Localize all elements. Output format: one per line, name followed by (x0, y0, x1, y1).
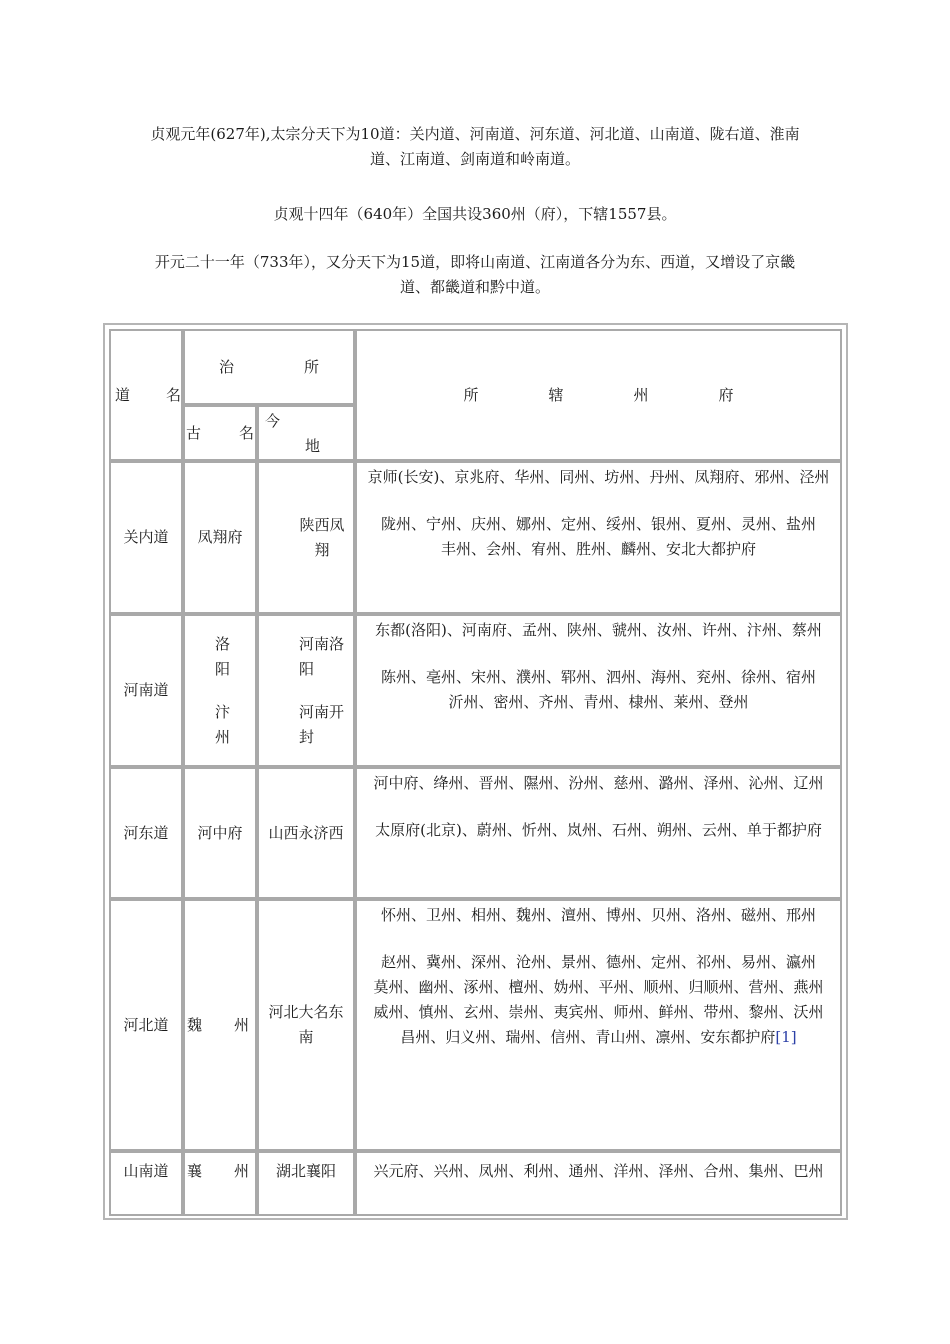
row-hebei-modern: 河北大名东南 (257, 899, 355, 1151)
row-hedong-road: 河东道 (109, 767, 183, 899)
row-hebei-ancient: 魏 州 (183, 899, 257, 1151)
intro-paragraph-3: 开元二十一年（733年），又分天下为15道，即将山南道、江南道各分为东、西道，又增设了京畿道、都畿道和黔中道。 (154, 253, 796, 296)
footnote-link[interactable]: [1] (775, 1028, 797, 1046)
row-shannan-road: 山南道 (109, 1151, 183, 1216)
row-shannan-modern: 湖北襄阳 (257, 1151, 355, 1216)
circuits-table (103, 323, 848, 1220)
row-henan-modern: 河南洛阳 河南开封 (257, 614, 355, 767)
row-guannei-modern: 陕西凤翔 (257, 461, 355, 614)
row-hebei-prefectures: 怀州、卫州、相州、魏州、澶州、博州、贝州、洛州、磁州、邢州 赵州、冀州、深州、沧州、景州、德州、定州、祁州、易州、瀛州 莫州、幽州、涿州、檀州、妫州、平州、顺州、归顺州、营州、燕州 威州、慎州、玄州、崇州、夷宾州、师州、鲜州、带州、黎州、沃州 昌州、归义州、瑞州、信州、青山州、凛州、安东都护府[1] (355, 899, 842, 1151)
header-modern-place: 今 地 (257, 405, 355, 461)
row-henan-ancient: 洛阳 汴州 (183, 614, 257, 767)
row-henan-prefectures: 东都(洛阳)、河南府、孟州、陕州、虢州、汝州、许州、汴州、蔡州 陈州、亳州、宋州、濮州、郓州、泗州、海州、兖州、徐州、宿州 沂州、密州、齐州、青州、棣州、莱州、登州 (355, 614, 842, 767)
header-ancient-name: 古 名 (183, 405, 257, 461)
header-seat: 治 所 (183, 329, 355, 405)
row-henan-road: 河南道 (109, 614, 183, 767)
row-hedong-modern: 山西永济西 (257, 767, 355, 899)
row-guannei-road: 关内道 (109, 461, 183, 614)
header-prefectures: 所 辖 州 府 (355, 329, 842, 461)
row-hedong-prefectures: 河中府、绛州、晋州、隰州、汾州、慈州、潞州、泽州、沁州、辽州 太原府(北京)、蔚州、忻州、岚州、石州、朔州、云州、单于都护府 (355, 767, 842, 899)
intro-paragraph-1: 贞观元年(627年),太宗分天下为10道：关内道、河南道、河东道、河北道、山南道、陇右道、淮南道、江南道、剑南道和岭南道。 (150, 125, 800, 168)
row-guannei-prefectures: 京师(长安)、京兆府、华州、同州、坊州、丹州、凤翔府、邪州、泾州 陇州、宁州、庆州、娜州、定州、绥州、银州、夏州、灵州、盐州 丰州、会州、宥州、胜州、麟州、安北大都护府 (355, 461, 842, 614)
row-guannei-ancient: 凤翔府 (183, 461, 257, 614)
row-hebei-road: 河北道 (109, 899, 183, 1151)
row-hedong-ancient: 河中府 (183, 767, 257, 899)
header-road-name: 道 名 (109, 329, 183, 461)
intro-paragraph-2: 贞观十四年（640年）全国共设360州（府），下辖1557县。 (273, 205, 677, 223)
row-shannan-ancient: 襄 州 (183, 1151, 257, 1216)
row-shannan-prefectures: 兴元府、兴州、凤州、利州、通州、洋州、泽州、合州、集州、巴州 (355, 1151, 842, 1216)
